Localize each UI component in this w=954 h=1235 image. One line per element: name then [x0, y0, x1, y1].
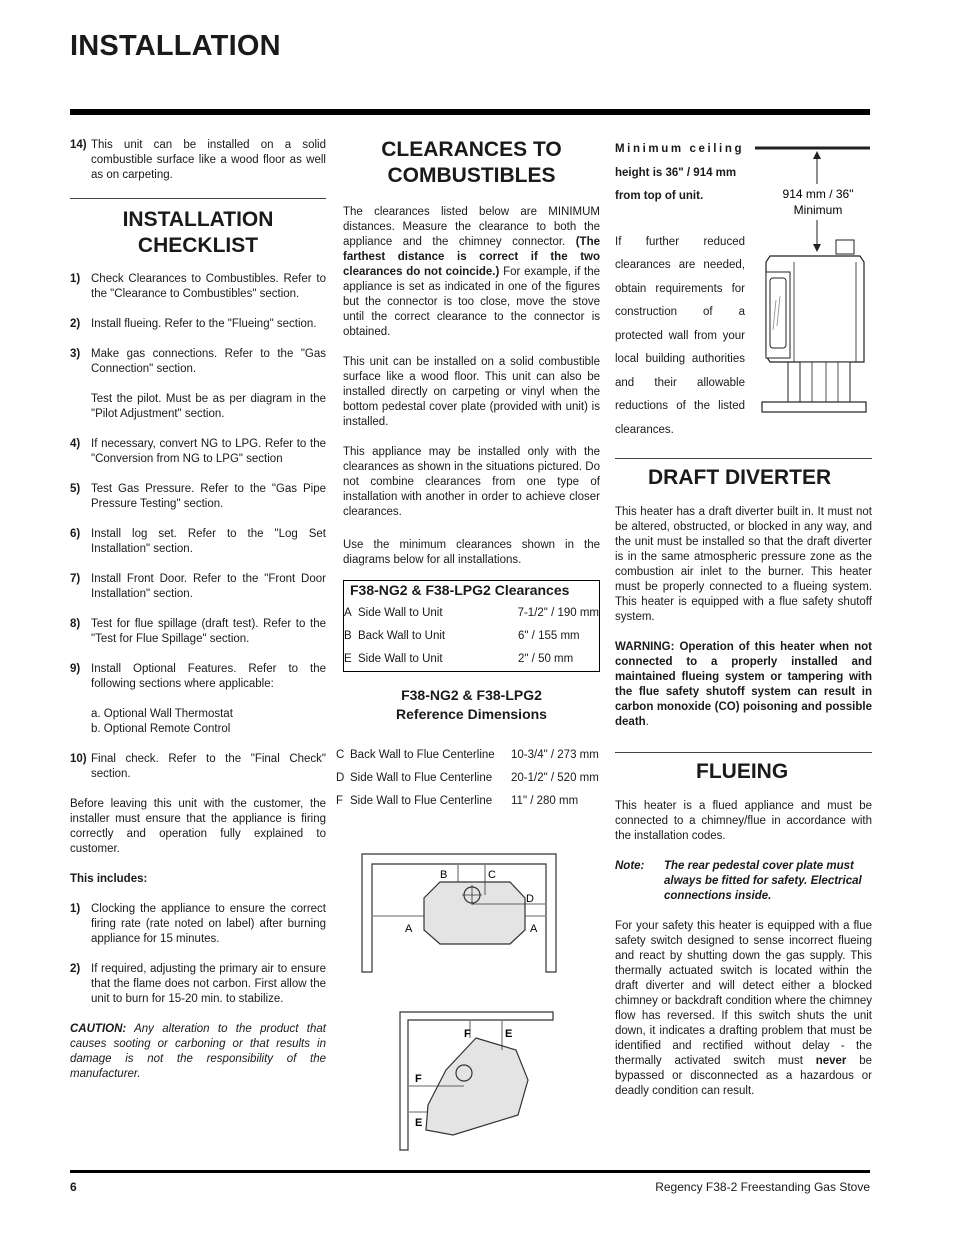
checklist-item — [70, 617, 326, 647]
warning-end: . — [645, 716, 649, 728]
checklist-item — [70, 572, 326, 602]
draft-diverter-heading: DRAFT DIVERTER — [648, 466, 832, 489]
table-row — [344, 652, 599, 667]
checklist-item — [70, 527, 326, 557]
heading-line: CHECKLIST — [137, 234, 259, 257]
checklist-item — [70, 347, 326, 377]
column-left — [70, 138, 326, 1082]
text-run: The clearances listed below are MINIMUM distances. Measure the clearance to both the appliance and the chimney connector. — [343, 206, 600, 248]
ceiling-note — [615, 138, 745, 209]
item-number: 10) — [70, 753, 87, 765]
caution-paragraph — [70, 1022, 326, 1082]
checklist-item — [70, 437, 326, 467]
row-label: Back Wall to Unit — [358, 630, 446, 642]
item-text: This unit can be installed on a solid combustible surface like a wood floor as well as on carpeting. — [91, 139, 326, 181]
item-text: Clocking the appliance to ensure the correct firing rate (rate noted on label) after burning appliance for 15 minutes. — [91, 903, 326, 945]
label-b: B — [440, 869, 448, 881]
paragraph: Use the minimum clearances shown in the diagrams below for all installations. — [343, 539, 600, 566]
flue-circle — [456, 1065, 472, 1081]
page-number: 6 — [70, 1180, 77, 1194]
label-f-top: F — [464, 1028, 471, 1040]
text-run: For your safety this heater is equipped with a flue safety switch designed to sense incorrect flueing and react by shutting down the gas supply. This thermally actuated switch is located within the draft diverter and will detect either a blocked chimney or backdraft condition where the chimney flow has reversed. If this switch shuts the unit down, it indicates a drafting problem that must be identified and rectified without delay - the thermally activated switch must — [615, 920, 872, 1067]
item-number: 3) — [70, 348, 81, 360]
ceiling-line: Minimum ceiling — [615, 143, 745, 155]
stove-dimension-label: Minimum — [793, 203, 843, 217]
subheading: This includes: — [70, 873, 148, 885]
label-a-left: A — [405, 923, 413, 935]
row-label: Side Wall to Flue Centerline — [350, 795, 493, 807]
row-key: C — [336, 749, 345, 761]
list-item — [70, 902, 326, 947]
flueing-heading: FLUEING — [696, 760, 789, 783]
checklist-item — [70, 752, 326, 782]
item-number: 4) — [70, 438, 81, 450]
item-text: Install Optional Features. Refer to the following sections where applicable: — [91, 663, 326, 690]
row-label: Back Wall to Flue Centerline — [350, 749, 495, 761]
list-item — [70, 962, 326, 1007]
label-a-right: A — [530, 923, 538, 935]
reduced-clearance-paragraph: If further reduced clearances are needed, obtain requirements for construction of a protected wall from your local building authorities and their allowable reductions of the listed clearances. — [615, 235, 745, 436]
item-number: 2) — [70, 963, 81, 975]
section-divider — [70, 198, 326, 199]
label-f-left: F — [415, 1073, 422, 1085]
row-key: D — [336, 772, 345, 784]
flue-collar — [836, 240, 854, 254]
note-text: The rear pedestal cover plate must always be fitted for safety. Electrical connections inside. — [664, 860, 862, 902]
item-number: 5) — [70, 483, 81, 495]
paragraph — [343, 205, 600, 340]
caution-label: CAUTION: — [70, 1023, 127, 1035]
item-sublist — [91, 707, 326, 737]
clearance-diagram-side-walls — [360, 852, 580, 974]
item-text: Check Clearances to Combustibles. Refer to the "Clearance to Combustibles" section. — [91, 273, 326, 300]
reference-table — [336, 748, 600, 809]
row-label: Side Wall to Unit — [358, 653, 443, 665]
clearances-table — [343, 580, 600, 672]
text-run: never — [815, 1055, 847, 1067]
checklist-item — [70, 482, 326, 512]
row-value: 10-3/4" / 273 mm — [511, 749, 599, 761]
checklist-item — [70, 662, 326, 692]
heading-line: CLEARANCES TO — [381, 138, 562, 161]
item-number: 1) — [70, 273, 81, 285]
page-title: INSTALLATION — [70, 30, 281, 62]
item-number: 6) — [70, 528, 81, 540]
section-divider — [615, 458, 872, 459]
list-item — [70, 138, 326, 183]
clearances-heading — [343, 137, 600, 189]
checklist-item — [70, 317, 326, 332]
item-text: If required, adjusting the primary air to ensure that the flame does not carbon. First allow the unit to burn for 15-20 min. to stabilize. — [91, 963, 326, 1005]
stove-outline — [426, 1038, 528, 1135]
checklist-heading — [70, 207, 326, 259]
table-title: F38-NG2 & F38-LPG2 Clearances — [350, 582, 570, 598]
reference-title — [343, 686, 600, 724]
sublist-item: a. Optional Wall Thermostat — [91, 708, 233, 720]
row-label: Side Wall to Unit — [357, 607, 443, 619]
warning-text: WARNING: Operation of this heater when not connected to a properly installed and maintained flueing system or tampering with the flue safety shutoff system can result in carbon monoxide (CO) poisoning and possible death — [615, 641, 872, 728]
stove-base — [762, 402, 866, 412]
row-value: 7-1/2" / 190 mm — [517, 607, 599, 619]
label-e-top: E — [505, 1028, 513, 1040]
heading-line: Reference Dimensions — [396, 706, 547, 722]
item-number: 14) — [70, 139, 87, 151]
header-rule — [70, 109, 870, 115]
stove-dimension-label: 914 mm / 36" — [782, 187, 854, 201]
item-number: 9) — [70, 663, 81, 675]
heading-line: COMBUSTIBLES — [387, 164, 556, 187]
paragraph: This heater has a draft diverter built in. It must not be altered, obstructed, or blocked in any way, and the unit must be installed so that the draft diverter is in the same atmospheric pressure zone as the combustion air inlet to the burner. This heater must be properly connected to a flueing system. This heater is equipped with a flue safety shutoff system. — [615, 506, 872, 623]
row-key: B — [344, 630, 352, 642]
table-row — [336, 794, 600, 809]
row-value: 11" / 280 mm — [511, 795, 579, 807]
row-label: Side Wall to Flue Centerline — [350, 772, 493, 784]
footer-doc-title: Regency F38-2 Freestanding Gas Stove — [655, 1180, 870, 1194]
label-e-left: E — [415, 1117, 423, 1129]
paragraph: This appliance may be installed only with the clearances as shown in the situations pictured. Do not combine clearances from one type of installation with another in order to achieve closer clearances. — [343, 446, 600, 518]
table-row — [336, 771, 600, 786]
item-text: Test Gas Pressure. Refer to the "Gas Pipe Pressure Testing" section. — [91, 483, 326, 510]
ceiling-line: from top of unit. — [615, 190, 704, 202]
note-label: Note: — [615, 860, 645, 872]
item-text: Make gas connections. Refer to the "Gas Connection" section. — [91, 348, 326, 375]
label-d: D — [526, 893, 534, 905]
item-subtext: Test the pilot. Must be as per diagram in the "Pilot Adjustment" section. — [91, 393, 326, 420]
item-text: Final check. Refer to the "Final Check" section. — [91, 753, 326, 780]
item-number: 8) — [70, 618, 81, 630]
arrow-head-down — [813, 244, 821, 252]
item-number: 1) — [70, 903, 81, 915]
section-divider — [615, 752, 872, 753]
row-key: E — [344, 653, 352, 665]
stove-ceiling-diagram — [752, 140, 872, 420]
table-row — [336, 748, 600, 763]
footer-rule — [70, 1170, 870, 1173]
heading-line: F38-NG2 & F38-LPG2 — [401, 687, 542, 703]
paragraph: This unit can be installed on a solid combustible surface like a wood floor. This unit can also be installed directly on carpeting or vinyl when the bottom pedestal cover plate (provided with unit) is installed. — [343, 356, 600, 428]
row-key: F — [336, 795, 344, 807]
column-middle — [336, 138, 601, 817]
item-text: Install flueing. Refer to the "Flueing" section. — [91, 318, 317, 330]
table-row — [344, 629, 599, 644]
stove-pedestal — [800, 362, 850, 402]
clearance-diagram-corner — [398, 1010, 558, 1152]
text-run: For example, if the appliance is set as indicated in one of the figures but the connector is too close, move the stove until the correct clearance to the connector is obtained. — [343, 266, 601, 338]
row-value: 20-1/2" / 520 mm — [511, 772, 599, 784]
item-text: Install log set. Refer to the "Log Set Installation" section. — [91, 528, 326, 555]
paragraph: This heater is a flued appliance and must be connected to a chimney/flue in accordance with the installation codes. — [615, 800, 872, 842]
heading-line: INSTALLATION — [122, 208, 274, 231]
caution-text: Any alteration to the product that causes sooting or carboning or that results in damage is not the responsibility of the manufacturer. — [70, 1023, 326, 1080]
item-text: Install Front Door. Refer to the "Front Door Installation" section. — [91, 573, 326, 600]
row-value: 6" / 155 mm — [518, 630, 580, 642]
paragraph — [615, 919, 872, 1099]
item-number: 2) — [70, 318, 81, 330]
row-key: A — [344, 607, 352, 619]
warning-paragraph — [615, 640, 872, 730]
item-text: If necessary, convert NG to LPG. Refer to the "Conversion from NG to LPG" section — [91, 438, 326, 465]
arrow-head-up — [813, 151, 821, 159]
sublist-item: b. Optional Remote Control — [91, 723, 231, 735]
table-row — [344, 606, 599, 621]
item-number: 7) — [70, 573, 81, 585]
text-run: be bypassed or disconnected as a hazardous or deadly condition can result. — [615, 1055, 872, 1097]
note — [615, 859, 872, 904]
text-run: (The farthest distance is correct if the two clearances do not coincide.) — [343, 236, 600, 278]
ceiling-line: height is 36" / 914 mm — [615, 166, 737, 179]
label-c: C — [488, 869, 496, 881]
checklist-item — [70, 272, 326, 302]
row-value: 2" / 50 mm — [518, 653, 574, 665]
paragraph: Before leaving this unit with the customer, the installer must ensure that the appliance is firing correctly and operation fully explained to customer. — [70, 798, 326, 855]
item-text: Test for flue spillage (draft test). Refer to the "Test for Flue Spillage" section. — [91, 618, 326, 645]
